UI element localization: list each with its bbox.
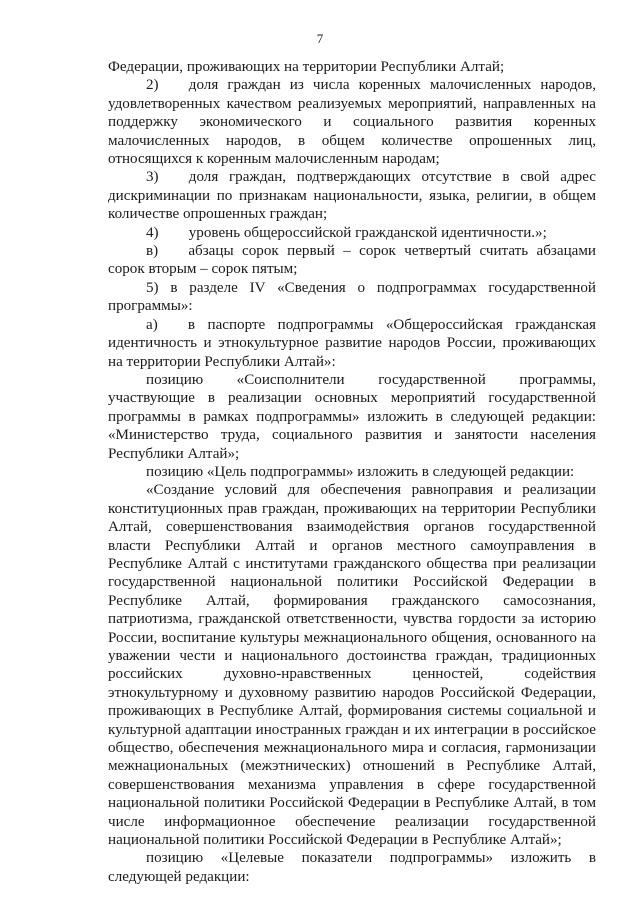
text-line: в) абзацы сорок первый – сорок четвертый считать абзацами (146, 243, 596, 260)
text-line: поддержку экономического и социального развития коренных (108, 114, 596, 131)
text-line: позицию «Цель подпрограммы» изложить в следующей редакции: (146, 463, 575, 480)
text-line: удовлетворенных качеством реализуемых мероприятий, направленных на (108, 95, 596, 112)
text-line: Алтай, совершенствования взаимодействия органов государственной (108, 519, 596, 536)
text-line: идентичность и этнокультурное развитие народов России, проживающих (108, 335, 596, 352)
text-line: уважении чести и национального достоинства граждан, традиционных (108, 648, 596, 664)
text-line: Республике Алтай с институтами гражданского общества при реализации (108, 555, 596, 572)
text-line: власти Республики Алтай и органов местного самоуправления в (108, 537, 596, 554)
page-number: 7 (316, 31, 324, 46)
text-line: количестве опрошенных граждан; (108, 206, 328, 223)
text-line: национальной политики Российской Федерации в Республике Алтай, в том (108, 795, 596, 812)
text-line: 3) доля граждан, подтверждающих отсутствие в свой адрес (146, 169, 596, 186)
text-line: участвующие в реализации основных мероприятий государственной (108, 390, 596, 407)
text-line: программы»: (108, 298, 193, 315)
text-line: культурной адаптации иностранных граждан и их интеграции в российское (108, 721, 596, 738)
text-line: национальной политики Российской Федерации в Республике Алтай»; (108, 832, 562, 849)
text-line: «Создание условий для обеспечения равноправия и реализации (146, 482, 596, 499)
text-line: Республики Алтай»; (108, 445, 240, 462)
text-line: межнациональных (межэтнических) отношений в Республике Алтай, (108, 758, 596, 775)
text-line: дискриминации по признакам национальности, языка, религии, в общем (108, 187, 596, 204)
text-line: этнокультурному и духовному развитию народов Российской Федерации, (108, 684, 596, 701)
text-line: позицию «Целевые показатели подпрограммы» изложить в (146, 850, 596, 867)
text-line: на территории Республики Алтай»: (108, 353, 336, 370)
text-line: Федерации, проживающих на территории Республики Алтай; (108, 59, 505, 75)
text-line: общество, обеспечения межнационального мира и согласия, гармонизации (108, 740, 596, 757)
text-line: малочисленных народов, в общем количестве опрошенных лиц, (108, 132, 596, 149)
text-line: 2) доля граждан из числа коренных малочисленных народов, (146, 77, 596, 94)
text-line: относящихся к коренным малочисленным народам; (108, 151, 440, 168)
text-line: сорок вторым – сорок пятым; (108, 261, 298, 278)
text-line: следующей редакции: (108, 868, 250, 885)
text-line: России, воспитание культуры межнационального общения, основанного на (108, 629, 596, 646)
text-line: российских духовно-нравственных ценностей, содействия (108, 666, 596, 683)
text-line: проживающих в Республике Алтай, формирования системы социальной и (108, 703, 596, 720)
text-line: 4) уровень общероссийской гражданской идентичности.»; (146, 224, 547, 241)
document-body (108, 58, 596, 886)
text-line: государственной национальной политики Российской Федерации в (108, 574, 596, 591)
text-line: 5) в разделе IV «Сведения о подпрограммах государственной (146, 279, 596, 296)
text-line: числе информационное обеспечение реализации государственной (108, 813, 596, 830)
text-line: патриотизма, гражданской ответственности, чувства гордости за историю (108, 611, 596, 628)
text-line: позицию «Соисполнители государственной программы, (146, 371, 596, 388)
text-line: а) в паспорте подпрограммы «Общероссийская гражданская (146, 316, 596, 333)
text-line: конституционных прав граждан, проживающих на территории Республики (108, 500, 596, 517)
text-line: программы в рамках подпрограммы» изложить в следующей редакции: (108, 408, 596, 425)
text-line: Республике Алтай, формирования гражданского самосознания, (108, 592, 596, 609)
text-line: «Министерство труда, социального развития и занятости населения (108, 427, 596, 444)
text-line: совершенствования механизма управления в сфере государственной (108, 776, 596, 793)
